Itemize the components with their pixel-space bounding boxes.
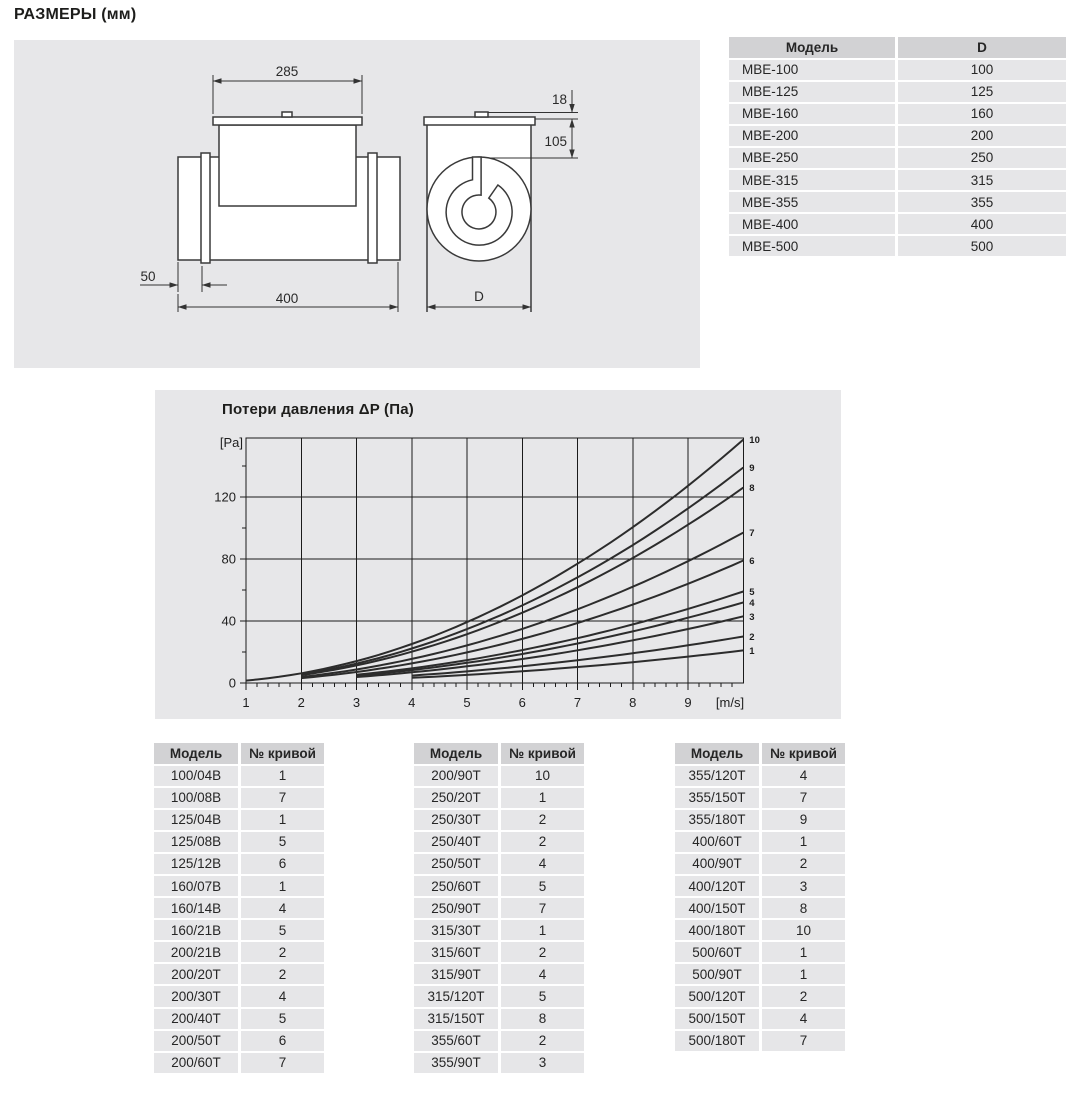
table-cell: 100: [898, 60, 1066, 80]
table-cell: 5: [501, 876, 584, 896]
table-header-cell: № кривой: [762, 743, 845, 764]
table-row: [729, 148, 1066, 168]
table-cell: 125/08В: [154, 832, 238, 852]
table-row: [729, 192, 1066, 212]
chart-curve-4: [357, 602, 744, 675]
table-cell: 355/60Т: [414, 1031, 498, 1051]
table-cell: 1: [762, 964, 845, 984]
table-cell: 2: [501, 832, 584, 852]
table-row: [154, 920, 324, 940]
table-cell: 6: [241, 854, 324, 874]
table-row: [414, 1053, 584, 1073]
side-view: [424, 112, 535, 312]
table-cell: 400: [898, 214, 1066, 234]
table-cell: 125/12В: [154, 854, 238, 874]
table-cell: 315: [898, 170, 1066, 190]
table-cell: 10: [501, 766, 584, 786]
chart-text: 6: [749, 556, 755, 567]
chart-text: 80: [221, 551, 236, 567]
table-cell: 500/150Т: [675, 1009, 759, 1029]
table-cell: 500: [898, 236, 1066, 256]
table-row: [675, 854, 845, 874]
table-row: [729, 60, 1066, 80]
table-cell: 100/04В: [154, 766, 238, 786]
table-cell: 250/30Т: [414, 810, 498, 830]
table-cell: 125/04В: [154, 810, 238, 830]
table-cell: МВЕ-125: [729, 82, 895, 102]
table-row: [729, 214, 1066, 234]
table-cell: 2: [501, 1031, 584, 1051]
table-cell: 3: [501, 1053, 584, 1073]
chart-text: 7: [749, 528, 755, 540]
dim-d-label: D: [474, 289, 484, 304]
table-cell: МВЕ-100: [729, 60, 895, 80]
table-cell: 5: [241, 920, 324, 940]
pressure-loss-chart-panel: [155, 390, 841, 719]
table-cell: 5: [241, 832, 324, 852]
side-lid: [424, 117, 535, 125]
terminal-box-lid: [213, 117, 362, 125]
table-row: [154, 876, 324, 896]
table-row: [154, 854, 324, 874]
table-row: [414, 920, 584, 940]
front-view: [178, 112, 400, 263]
table-cell: 500/180Т: [675, 1031, 759, 1051]
dim-400-label: 400: [275, 291, 299, 306]
page-title: РАЗМЕРЫ (мм): [14, 6, 137, 23]
pressure-loss-chart: [155, 390, 841, 719]
table-row: [154, 986, 324, 1006]
table-row: [414, 942, 584, 962]
chart-text: 2: [749, 631, 755, 643]
table-cell: 7: [501, 898, 584, 918]
table-header-cell: Модель: [414, 743, 498, 764]
chart-curve-10: [246, 440, 743, 681]
chart-text: 120: [214, 489, 236, 505]
table-cell: 200/60Т: [154, 1053, 238, 1073]
table-cell: 1: [501, 788, 584, 808]
table-cell: МВЕ-250: [729, 148, 895, 168]
table-cell: 4: [762, 766, 845, 786]
table-row: [729, 170, 1066, 190]
table-row: [414, 1031, 584, 1051]
table-row: [154, 1009, 324, 1029]
table-cell: 250/50Т: [414, 854, 498, 874]
table-cell: 200/21В: [154, 942, 238, 962]
table-cell: 3: [762, 876, 845, 896]
terminal-box: [219, 125, 356, 206]
table-cell: 500/120Т: [675, 986, 759, 1006]
table-row: [154, 964, 324, 984]
table-cell: 2: [762, 986, 845, 1006]
table-cell: 1: [762, 942, 845, 962]
table-cell: 2: [501, 810, 584, 830]
table-cell: МВЕ-200: [729, 126, 895, 146]
table-cell: 10: [762, 920, 845, 940]
curve-table-right: [672, 741, 848, 1053]
table-cell: 100/08В: [154, 788, 238, 808]
table-cell: 7: [762, 1031, 845, 1051]
table-row: [414, 964, 584, 984]
table-cell: 7: [241, 1053, 324, 1073]
table-header-cell: Модель: [729, 37, 895, 58]
chart-text: [Pa]: [219, 435, 243, 450]
table-cell: 250/40Т: [414, 832, 498, 852]
table-row: [414, 766, 584, 786]
table-cell: 4: [501, 854, 584, 874]
table-cell: МВЕ-315: [729, 170, 895, 190]
table-cell: 250/90Т: [414, 898, 498, 918]
table-cell: 160/07В: [154, 876, 238, 896]
chart-text: 5: [463, 695, 471, 710]
table-row: [154, 898, 324, 918]
table-row: [414, 876, 584, 896]
chart-text: 2: [297, 695, 305, 710]
table-row: [675, 1009, 845, 1029]
chart-text: 40: [221, 613, 236, 629]
chart-text: 5: [749, 587, 755, 599]
table-cell: 200/90Т: [414, 766, 498, 786]
chart-text: 10: [749, 435, 760, 447]
table-row: [729, 82, 1066, 102]
table-cell: 4: [762, 1009, 845, 1029]
table-row: [154, 810, 324, 830]
table-cell: 200/40Т: [154, 1009, 238, 1029]
table-row: [675, 898, 845, 918]
left-collar: [201, 153, 210, 263]
table-cell: 200/50Т: [154, 1031, 238, 1051]
table-row: [154, 942, 324, 962]
table-cell: МВЕ-160: [729, 104, 895, 124]
table-cell: МВЕ-500: [729, 236, 895, 256]
table-cell: 200: [898, 126, 1066, 146]
table-cell: 1: [762, 832, 845, 852]
table-cell: 160: [898, 104, 1066, 124]
table-cell: 200/20Т: [154, 964, 238, 984]
table-cell: 355/180Т: [675, 810, 759, 830]
table-row: [675, 810, 845, 830]
table-cell: 4: [501, 964, 584, 984]
table-cell: 2: [241, 942, 324, 962]
table-cell: 8: [501, 1009, 584, 1029]
chart-title: Потери давления ΔP (Па): [222, 401, 414, 418]
table-row: [414, 986, 584, 1006]
table-header-cell: Модель: [154, 743, 238, 764]
table-row: [675, 832, 845, 852]
table-cell: 1: [241, 810, 324, 830]
table-header-cell: Модель: [675, 743, 759, 764]
table-cell: 1: [241, 876, 324, 896]
table-cell: 250: [898, 148, 1066, 168]
chart-text: 7: [573, 695, 582, 710]
table-cell: 1: [501, 920, 584, 940]
table-cell: 355/150Т: [675, 788, 759, 808]
table-cell: 6: [241, 1031, 324, 1051]
table-row: [154, 832, 324, 852]
cable-gland: [282, 112, 292, 117]
table-cell: 315/90Т: [414, 964, 498, 984]
table-cell: 400/180Т: [675, 920, 759, 940]
table-cell: 400/60Т: [675, 832, 759, 852]
table-row: [414, 788, 584, 808]
table-cell: 2: [762, 854, 845, 874]
table-cell: 5: [501, 986, 584, 1006]
table-row: [729, 126, 1066, 146]
table-cell: 355/90Т: [414, 1053, 498, 1073]
chart-text: 3: [352, 695, 361, 710]
table-row: [675, 766, 845, 786]
chart-text: 1: [242, 695, 250, 710]
table-cell: 2: [501, 942, 584, 962]
chart-text: 9: [684, 695, 692, 710]
table-cell: МВЕ-400: [729, 214, 895, 234]
duct-heater-drawing: [14, 40, 700, 368]
side-cable-gland: [475, 112, 488, 117]
table-row: [675, 920, 845, 940]
table-cell: 160/14В: [154, 898, 238, 918]
table-cell: 1: [241, 766, 324, 786]
chart-text: 0: [228, 675, 236, 691]
model-diameter-table: [726, 35, 1069, 258]
table-cell: 355: [898, 192, 1066, 212]
dim-285-label: 285: [275, 64, 299, 79]
table-row: [675, 964, 845, 984]
table-header-cell: № кривой: [501, 743, 584, 764]
table-row: [414, 1009, 584, 1029]
chart-text: 3: [749, 611, 755, 623]
chart-text: 8: [629, 695, 637, 710]
table-cell: 200/30Т: [154, 986, 238, 1006]
table-cell: 315/60Т: [414, 942, 498, 962]
table-row: [675, 986, 845, 1006]
table-cell: 4: [241, 986, 324, 1006]
table-cell: 8: [762, 898, 845, 918]
table-row: [675, 942, 845, 962]
chart-text: 6: [518, 695, 526, 710]
table-cell: 500/60Т: [675, 942, 759, 962]
table-cell: 500/90Т: [675, 964, 759, 984]
table-cell: 250/60Т: [414, 876, 498, 896]
chart-text: 8: [749, 483, 755, 495]
table-row: [154, 1053, 324, 1073]
chart-text: 9: [749, 462, 755, 474]
table-header-cell: D: [898, 37, 1066, 58]
table-row: [729, 236, 1066, 256]
table-cell: 125: [898, 82, 1066, 102]
table-cell: 7: [241, 788, 324, 808]
table-cell: 2: [241, 964, 324, 984]
table-row: [729, 104, 1066, 124]
table-header-cell: № кривой: [241, 743, 324, 764]
chart-text: 1: [749, 645, 755, 657]
table-row: [675, 788, 845, 808]
chart-text: 4: [408, 695, 416, 710]
table-cell: 315/150Т: [414, 1009, 498, 1029]
table-cell: 4: [241, 898, 324, 918]
table-row: [154, 766, 324, 786]
table-row: [414, 854, 584, 874]
dim-105-label: 105: [544, 134, 567, 149]
table-cell: 250/20Т: [414, 788, 498, 808]
chart-text: [m/s]: [715, 695, 745, 710]
table-row: [414, 810, 584, 830]
chart-text: 4: [749, 597, 755, 609]
curve-table-left: [151, 741, 327, 1075]
table-row: [154, 1031, 324, 1051]
table-row: [675, 1031, 845, 1051]
table-cell: 9: [762, 810, 845, 830]
table-row: [414, 832, 584, 852]
table-row: [675, 876, 845, 896]
table-cell: 5: [241, 1009, 324, 1029]
table-cell: 315/30Т: [414, 920, 498, 940]
dim-50-label: 50: [140, 269, 156, 284]
table-row: [414, 898, 584, 918]
right-collar: [368, 153, 377, 263]
table-cell: 355/120Т: [675, 766, 759, 786]
dimensions-drawing-panel: [14, 40, 700, 368]
table-cell: 160/21В: [154, 920, 238, 940]
dim-18-label: 18: [551, 92, 567, 107]
table-cell: 7: [762, 788, 845, 808]
curve-table-middle: [411, 741, 587, 1075]
table-cell: 400/90Т: [675, 854, 759, 874]
table-cell: 400/150Т: [675, 898, 759, 918]
table-row: [154, 788, 324, 808]
table-cell: 315/120Т: [414, 986, 498, 1006]
table-cell: МВЕ-355: [729, 192, 895, 212]
table-cell: 400/120Т: [675, 876, 759, 896]
